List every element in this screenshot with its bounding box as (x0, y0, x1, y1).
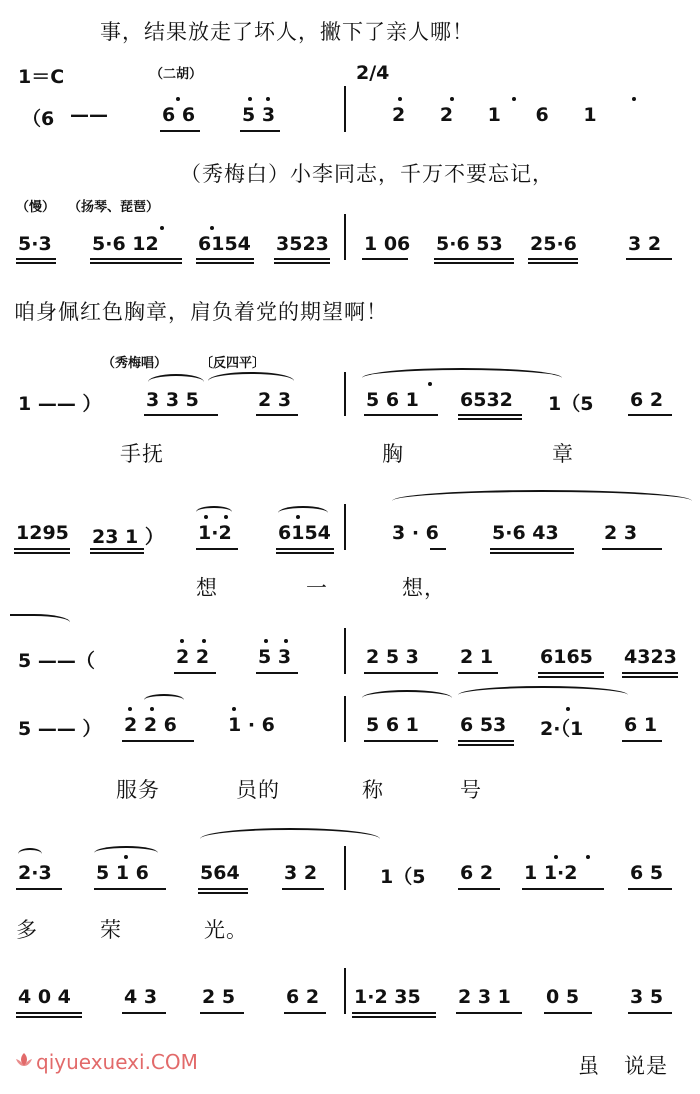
octave-dot (128, 707, 132, 711)
underline (90, 258, 182, 260)
underline (602, 548, 662, 550)
key-signature: 1＝C (18, 66, 65, 88)
note-group: 6 5 (630, 862, 664, 884)
slur (10, 614, 70, 628)
note-group: 3 5 (630, 986, 664, 1008)
lyric: 多 (16, 918, 38, 942)
slur (362, 368, 562, 388)
lyric: 手抚 (120, 442, 164, 466)
note-group: 1·2 (198, 522, 232, 544)
lyric: 一 (306, 576, 328, 600)
octave-dot (566, 707, 570, 711)
underline (122, 1012, 166, 1014)
underline (628, 414, 672, 416)
note-group: 4 0 4 (18, 986, 71, 1008)
underline (274, 258, 330, 260)
underline (196, 548, 238, 550)
lotus-icon (14, 1050, 34, 1070)
underline (284, 1012, 326, 1014)
text-line-3: 咱身佩红色胸章，肩负着党的期望啊！ (14, 300, 388, 324)
underline (456, 1012, 522, 1014)
octave-dot (586, 855, 590, 859)
note-group: 2 2 6 (124, 714, 177, 736)
underline (160, 130, 200, 132)
underline (122, 740, 194, 742)
note-group: 5 1 6 (96, 862, 149, 884)
mark-slow: （慢） (16, 200, 56, 215)
note-group: 1 1·2 (524, 862, 578, 884)
slur (18, 848, 42, 860)
underline (256, 672, 298, 674)
underline (276, 548, 334, 550)
octave-dot (632, 97, 636, 101)
note-group: 2·（1 (540, 718, 584, 740)
bar-line (344, 372, 346, 416)
slur (392, 490, 692, 512)
octave-dot (202, 639, 206, 643)
underline (352, 1012, 436, 1014)
underline (364, 740, 438, 742)
bar-line (344, 86, 346, 132)
octave-dot (264, 639, 268, 643)
note-group: 5 6 1 (366, 714, 419, 736)
octave-dot (232, 707, 236, 711)
underline (90, 548, 144, 550)
underline (528, 258, 578, 260)
slur (362, 690, 452, 706)
lyric: 光。 (204, 918, 248, 942)
underline (628, 1012, 672, 1014)
underline (364, 672, 438, 674)
underline (364, 414, 438, 416)
octave-dot (428, 382, 432, 386)
underline (458, 672, 498, 674)
underline (622, 672, 678, 674)
note-group: 6 1 (624, 714, 658, 736)
slur (278, 506, 328, 520)
underline (458, 414, 522, 416)
note-group: 2 3 1 (458, 986, 511, 1008)
underline (282, 888, 324, 890)
underline (200, 1012, 244, 1014)
note-group: 1295 (16, 522, 69, 544)
note-group: 3523 (276, 233, 329, 255)
underline (626, 258, 672, 260)
note-group: 564 (200, 862, 240, 884)
underline (458, 740, 514, 742)
note-group: 5 —— ） (18, 718, 102, 740)
slur (148, 374, 204, 390)
lyric: 想 (196, 576, 218, 600)
mark-xiumei-sings: （秀梅唱） (102, 356, 168, 371)
octave-dot (224, 515, 228, 519)
note-group: 3 3 5 (146, 389, 199, 411)
note-group: 5·6 43 (492, 522, 559, 544)
octave-dot (150, 707, 154, 711)
underline (434, 258, 514, 260)
underline (622, 740, 662, 742)
time-signature: 2/4 (356, 62, 390, 84)
note-group: 2 3 (604, 522, 638, 544)
note-group: 6165 (540, 646, 593, 668)
note-group: 4323 (624, 646, 677, 668)
underline (458, 888, 500, 890)
lyric: 号 (460, 778, 482, 802)
underline (16, 1012, 82, 1014)
underline (362, 258, 408, 260)
bar-line (344, 696, 346, 742)
note-group: 6 53 (460, 714, 507, 736)
note-group: 23 1 ） (92, 526, 164, 548)
underline (538, 672, 604, 674)
note-group: 5 3 (242, 104, 276, 126)
bar-line (344, 968, 346, 1014)
note-group: 2 5 (202, 986, 236, 1008)
note-group: （6 (22, 108, 55, 130)
note-group: 6532 (460, 389, 513, 411)
mark-fansiping: 〔反四平〕 (200, 356, 266, 371)
slur (458, 686, 628, 704)
note-group: 5 6 1 (366, 389, 419, 411)
text-line-1: 事，结果放走了坏人，撇下了亲人哪！ (100, 20, 474, 44)
slur (208, 372, 294, 390)
octave-dot (176, 97, 180, 101)
octave-dot (398, 97, 402, 101)
lyric: 员的 (236, 778, 280, 802)
note-group: 3 2 (628, 233, 662, 255)
mark-erhu: （二胡） (150, 67, 203, 82)
octave-dot (180, 639, 184, 643)
octave-dot (124, 855, 128, 859)
note-group: 5·6 12 (92, 233, 159, 255)
underline (628, 888, 672, 890)
underline (144, 414, 218, 416)
note-group: 4 3 (124, 986, 158, 1008)
note-group: 2·3 (18, 862, 52, 884)
bar-line (344, 214, 346, 260)
underline (14, 548, 70, 550)
lyric: 荣 (100, 918, 122, 942)
note-group: 5·3 (18, 233, 52, 255)
octave-dot (248, 97, 252, 101)
note-group: 3 2 (284, 862, 318, 884)
note-group: 25·6 (530, 233, 577, 255)
note-group: 1·2 35 (354, 986, 421, 1008)
lyric: 虽 (578, 1054, 600, 1078)
lyric: 说是 (624, 1054, 668, 1078)
octave-dot (512, 97, 516, 101)
underline (430, 548, 446, 550)
note-group: 6 2 (286, 986, 320, 1008)
note-group: —— (70, 104, 108, 126)
underline (522, 888, 604, 890)
text-line-2: （秀梅白）小李同志，千万不要忘记， (180, 162, 554, 186)
note-group: 5·6 53 (436, 233, 503, 255)
slur (200, 828, 380, 850)
octave-dot (204, 515, 208, 519)
note-group: 6154 (278, 522, 331, 544)
note-group: 3 · 6 (392, 522, 439, 544)
underline (196, 258, 254, 260)
bar-line (344, 628, 346, 674)
note-group: 1 06 (364, 233, 411, 255)
note-group: 2 1 (460, 646, 494, 668)
underline (16, 258, 56, 260)
octave-dot (160, 226, 164, 230)
bar-line (344, 504, 346, 550)
watermark-text: qiyuexuexi.COM (36, 1050, 198, 1074)
lyric: 章 (552, 442, 574, 466)
underline (198, 888, 248, 890)
note-group: 2 3 (258, 389, 292, 411)
note-group: 2 2 1 6 1 (392, 104, 597, 126)
note-group: 1 —— ） (18, 393, 102, 415)
underline (94, 888, 166, 890)
note-group: 0 5 (546, 986, 580, 1008)
octave-dot (554, 855, 558, 859)
underline (256, 414, 298, 416)
underline (490, 548, 574, 550)
note-group: 6 2 (630, 389, 664, 411)
note-group: 2 5 3 (366, 646, 419, 668)
note-group: 1（5 (380, 866, 426, 888)
octave-dot (450, 97, 454, 101)
underline (16, 888, 62, 890)
note-group: 5 3 (258, 646, 292, 668)
underline (174, 672, 216, 674)
note-group: 1（5 (548, 393, 594, 415)
underline (544, 1012, 592, 1014)
note-group: 2 2 (176, 646, 210, 668)
note-group: 6 6 (162, 104, 196, 126)
note-group: 6 2 (460, 862, 494, 884)
lyric: 服务 (116, 778, 160, 802)
lyric: 胸 (382, 442, 404, 466)
bar-line (344, 846, 346, 890)
mark-yangqin-pipa: （扬琴、琵琶） (68, 200, 160, 215)
octave-dot (284, 639, 288, 643)
octave-dot (210, 226, 214, 230)
octave-dot (296, 515, 300, 519)
lyric: 称 (362, 778, 384, 802)
note-group: 6154 (198, 233, 251, 255)
slur (144, 694, 184, 706)
underline (240, 130, 280, 132)
octave-dot (266, 97, 270, 101)
note-group: 5 ——（ (18, 650, 95, 672)
note-group: 1 · 6 (228, 714, 275, 736)
lyric: 想， (402, 576, 446, 600)
